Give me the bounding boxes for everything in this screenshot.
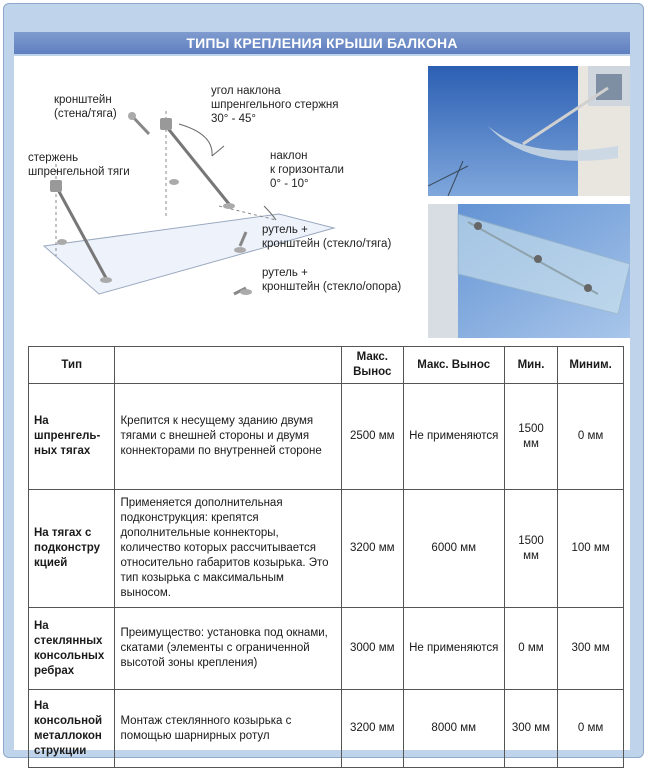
label-rutel-support-2: кронштейн (стекло/опора) xyxy=(262,281,402,293)
cell-v2: Не применяются xyxy=(403,384,504,490)
label-rutel-support-1: рутель + xyxy=(262,267,308,279)
cell-v4: 0 мм xyxy=(558,690,624,768)
rutel-1 xyxy=(223,203,235,209)
photo-glass-canopy xyxy=(428,204,630,338)
header-max-1: Макс. Вынос xyxy=(341,347,403,384)
table-row xyxy=(29,384,624,490)
angle-pointer xyxy=(212,146,224,156)
header-max-2: Макс. Вынос xyxy=(403,347,504,384)
bracket-detail-head xyxy=(128,112,136,120)
cell-desc: Применяется дополнительная подконструкция: крепятся дополнительные коннекторы, количество которых рассчитывается относительно габаритов козырька. Это тип козырька с максимальным выносом. xyxy=(115,490,341,608)
cell-v4: 300 мм xyxy=(558,608,624,690)
cell-desc: Монтаж стеклянного козырька с помощью шарнирных ротул xyxy=(115,690,341,768)
cell-v3: 1500 мм xyxy=(504,384,557,490)
angle-arc xyxy=(179,124,212,156)
rutel-3 xyxy=(57,239,67,245)
cell-v2: 8000 мм xyxy=(403,690,504,768)
label-bracket-1: кронштейн xyxy=(54,94,112,106)
header-desc xyxy=(115,347,341,384)
rutel-glass-support-icon-base xyxy=(240,289,252,295)
cell-v2: 6000 мм xyxy=(403,490,504,608)
header-type: Тип xyxy=(29,347,115,384)
label-rod-2: шпренгельной тяги xyxy=(28,166,130,178)
mount-types-table xyxy=(28,346,624,768)
canopy-diagram xyxy=(14,56,424,341)
cell-v3: 300 мм xyxy=(504,690,557,768)
cell-v4: 100 мм xyxy=(558,490,624,608)
table-row xyxy=(29,690,624,768)
table-row xyxy=(29,608,624,690)
bracket-left xyxy=(50,180,62,192)
label-bracket-2: (стена/тяга) xyxy=(54,108,117,120)
bracket-top xyxy=(160,118,172,130)
rod-right xyxy=(166,126,229,204)
header-min-1: Мин. xyxy=(504,347,557,384)
cell-type: На консольной металлокон струкции xyxy=(29,690,115,768)
cell-v3: 1500 мм xyxy=(504,490,557,608)
cell-desc: Крепится к несущему зданию двумя тягами с внешней стороны и двумя коннекторами по внутренней стороне xyxy=(115,384,341,490)
cell-v4: 0 мм xyxy=(558,384,624,490)
cell-v3: 0 мм xyxy=(504,608,557,690)
label-tilt-2: к горизонтали xyxy=(270,164,344,176)
cell-v1: 3000 мм xyxy=(341,608,403,690)
label-rutel-rod-1: рутель + xyxy=(262,224,308,236)
label-angle-1: угол наклона xyxy=(211,85,281,97)
page-title: ТИПЫ КРЕПЛЕНИЯ КРЫШИ БАЛКОНА xyxy=(14,32,630,54)
label-angle-2: шпренгельного стержня xyxy=(211,99,339,111)
table-header-row xyxy=(29,347,624,384)
rutel-2 xyxy=(100,277,112,283)
table-row xyxy=(29,490,624,608)
photo-canopy-building xyxy=(428,66,630,196)
cell-desc: Преимущество: установка под окнами, скатами (элементы с ограниченной высотой зоны крепления) xyxy=(115,608,341,690)
cell-v1: 3200 мм xyxy=(341,490,403,608)
label-tilt-3: 0° - 10° xyxy=(270,178,309,190)
label-angle-3: 30° - 45° xyxy=(211,113,257,125)
cell-v1: 2500 мм xyxy=(341,384,403,490)
label-tilt-1: наклон xyxy=(270,150,308,162)
cell-v1: 3200 мм xyxy=(341,690,403,768)
rutel-glass-rod-icon-base xyxy=(234,247,246,253)
cell-type: На тягах с подконстру кцией xyxy=(29,490,115,608)
cell-type: На стеклянных консольных ребрах xyxy=(29,608,115,690)
cell-v2: Не применяются xyxy=(403,608,504,690)
content-area xyxy=(14,56,630,757)
cell-type: На шпренгель-ных тягах xyxy=(29,384,115,490)
label-rod-1: стержень xyxy=(28,152,79,164)
label-rutel-rod-2: кронштейн (стекло/тяга) xyxy=(262,238,392,250)
header-min-2: Миним. xyxy=(558,347,624,384)
rutel-4 xyxy=(169,179,179,185)
